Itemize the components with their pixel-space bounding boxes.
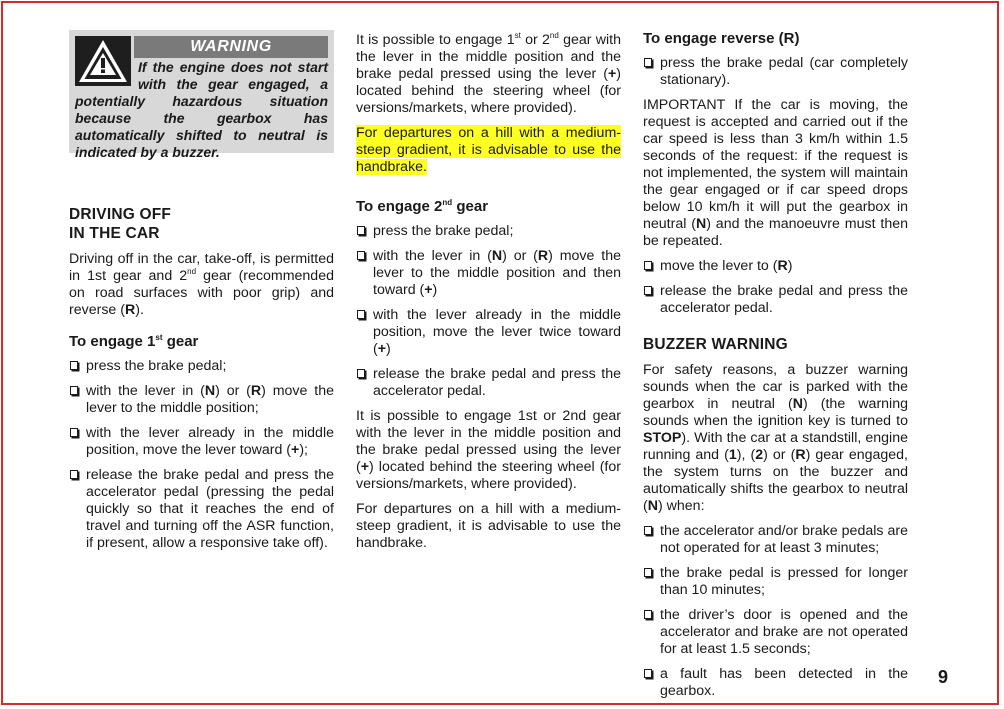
buzzer-paragraph: For safety reasons, a buzzer warning sounds when the car is parked with the gearbox in neutral (N) (the warning sounds when the ignition key is turned to STOP). With the car at a standstill, engine running and (1), (2) or (R) gear engaged, the system turns on the buzzer and automatically shifts the gearbox to neutral (N) when:: [643, 362, 908, 514]
list-item: release the brake pedal and press the accelerator pedal.: [643, 283, 908, 317]
reverse-list: [643, 258, 908, 317]
list-item: a fault has been detected in the gearbox.: [643, 666, 908, 700]
section-heading-driving-off: DRIVING OFF IN THE CAR: [69, 206, 172, 242]
subheading-second-gear: To engage 2nd gear: [356, 198, 489, 215]
page-number: 9: [938, 667, 949, 687]
driving-off-intro: Driving off in the car, take-off, is permitted in 1st gear and 2nd gear (recommended on road surfaces with poor grip) and reverse (R).: [69, 251, 334, 318]
warning-title: WARNING: [134, 36, 328, 58]
column-1: [69, 30, 334, 560]
warning-text: If the engine does not start with the gear engaged, a potentially hazardous situation because the gearbox has automatically shifted to neutral is indicated by a buzzer.: [75, 59, 328, 160]
hill-departure-highlighted: For departures on a hill with a medium-steep gradient, it is advisable to use the handbrake.: [356, 125, 621, 175]
list-item: the driver’s door is opened and the accelerator and brake are not operated for at least 1.5 seconds;: [643, 607, 908, 658]
second-gear-list: [356, 223, 621, 400]
section-heading-buzzer: BUZZER WARNING: [643, 336, 788, 353]
list-item: the accelerator and/or brake pedals are not operated for at least 3 minutes;: [643, 523, 908, 557]
list-item: with the lever already in the middle position, move the lever toward (+);: [69, 425, 334, 459]
list-item: press the brake pedal;: [356, 223, 621, 240]
hill-departure-paragraph: For departures on a hill with a medium-steep gradient, it is advisable to use the handbrake.: [356, 501, 621, 551]
column-2: [356, 32, 621, 560]
buzzer-list: [643, 523, 908, 700]
list-item: the brake pedal is pressed for longer than 10 minutes;: [643, 565, 908, 599]
engage-gear-paragraph: It is possible to engage 1st or 2nd gear with the lever in the middle position and the brake pedal pressed using the lever (+) located behind the steering wheel (for versions/markets, where provided).: [356, 31, 622, 116]
column-3: [643, 30, 908, 708]
list-item: press the brake pedal (car completely stationary).: [643, 55, 908, 89]
subheading-reverse: To engage reverse (R): [643, 30, 800, 47]
engage-gear-paragraph-2: It is possible to engage 1st or 2nd gear with the lever in the middle position and the brake pedal pressed using the lever (+) located behind the steering wheel (for versions/markets, where provided).: [356, 408, 621, 492]
list-item: with the lever in (N) or (R) move the lever to the middle position;: [69, 383, 334, 417]
subheading-first-gear: To engage 1st gear: [69, 333, 199, 350]
list-item: press the brake pedal;: [69, 358, 334, 375]
first-gear-list: [69, 358, 334, 552]
list-item: with the lever in (N) or (R) move the lever to the middle position and then toward (+): [356, 248, 621, 299]
list-item: move the lever to (R): [643, 258, 908, 275]
list-item: with the lever already in the middle position, move the lever twice toward (+): [356, 307, 621, 358]
list-item: release the brake pedal and press the accelerator pedal.: [356, 366, 621, 400]
warning-box: [69, 30, 334, 160]
important-note: IMPORTANT If the car is moving, the request is accepted and carried out if the car speed is less than 3 km/h within 1.5 seconds of the request: if the request is not implemented, the system will maintain the gear engaged or if car speed drops below 10 km/h it will put the gearbox in neutral (N) and the manoeuvre must then be repeated.: [643, 97, 908, 249]
list-item: release the brake pedal and press the accelerator pedal (pressing the pedal quickly so that it reaches the end of travel and turning off the ASR function, if present, allow a responsive take off).: [69, 467, 334, 552]
